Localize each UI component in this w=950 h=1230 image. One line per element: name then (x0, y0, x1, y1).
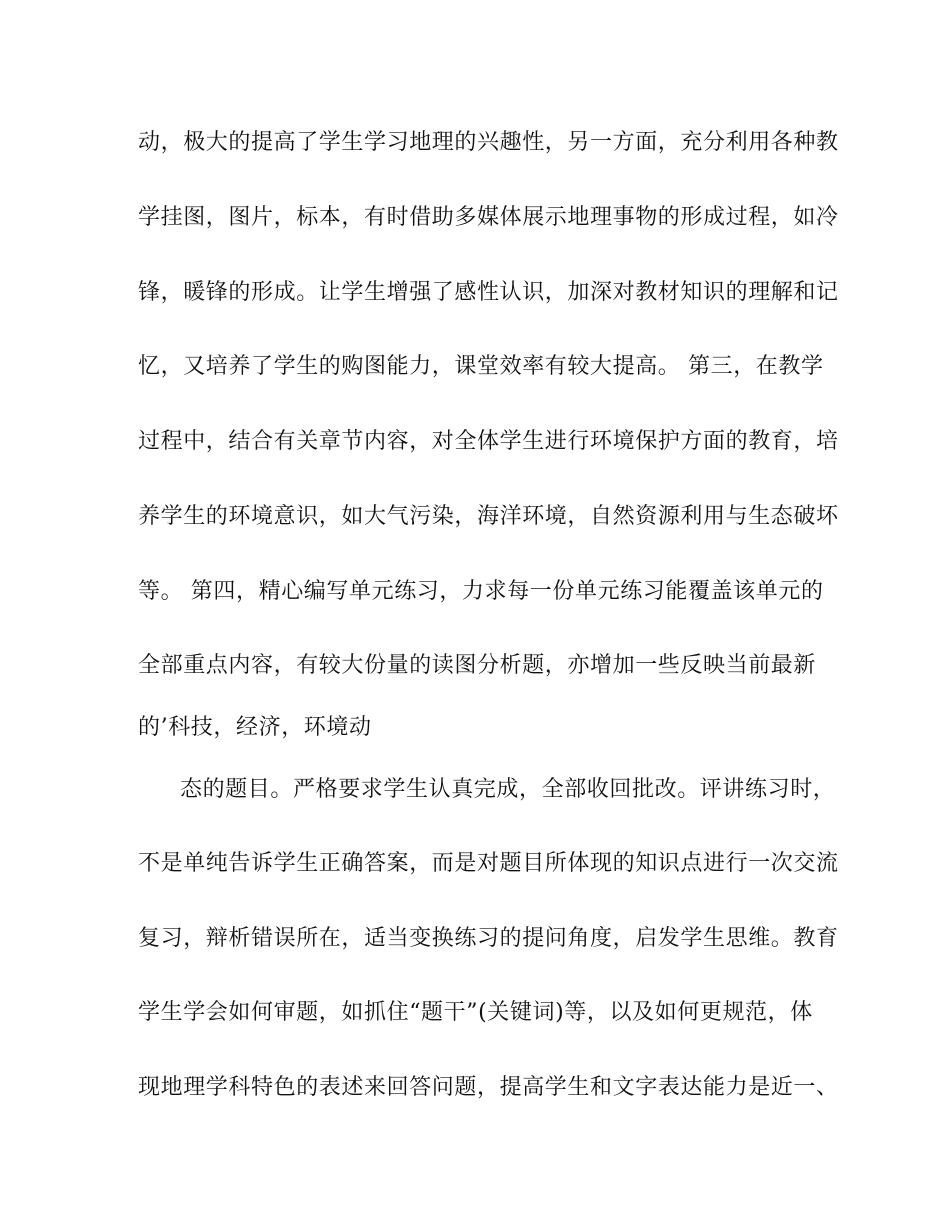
text-line: 养学生的环境意识，如大气污染，海洋环境，自然资源利用与生态破坏 (138, 504, 839, 529)
text-line: 锋，暖锋的形成。让学生增强了感性认识，加深对教材知识的理解和记 (138, 280, 839, 305)
text-line: 学生学会如何审题，如抓住“题干”(关键词)等，以及如何更规范，体 (138, 1000, 813, 1025)
text-line: 忆，又培养了学生的购图能力，课堂效率有较大提高。 第三，在教学 (138, 354, 824, 379)
text-line: 等。 第四，精心编写单元练习，力求每一份单元练习能覆盖该单元的 (138, 579, 824, 604)
text-line: 复习，辩析错误所在，适当变换练习的提问角度，启发学生思维。教育 (138, 926, 839, 951)
text-line: 学挂图，图片，标本，有时借助多媒体展示地理事物的形成过程，如冷 (138, 205, 839, 230)
text-line: 过程中，结合有关章节内容，对全体学生进行环境保护方面的教育，培 (138, 429, 839, 454)
text-line: 现地理学科特色的表述来回答问题，提高学生和文字表达能力是近一、 (138, 1075, 839, 1100)
text-line: 动，极大的提高了学生学习地理的兴趣性，另一方面，充分利用各种教 (138, 130, 839, 155)
text-line-indented: 态的题目。严格要求学生认真完成，全部收回批改。评讲练习时， (180, 777, 836, 802)
text-line: 全部重点内容，有较大份量的读图分析题，亦增加一些反映当前最新 (138, 653, 817, 678)
text-line: 的’科技，经济，环境动 (138, 715, 372, 740)
text-line: 不是单纯告诉学生正确答案，而是对题目所体现的知识点进行一次交流 (138, 851, 839, 876)
